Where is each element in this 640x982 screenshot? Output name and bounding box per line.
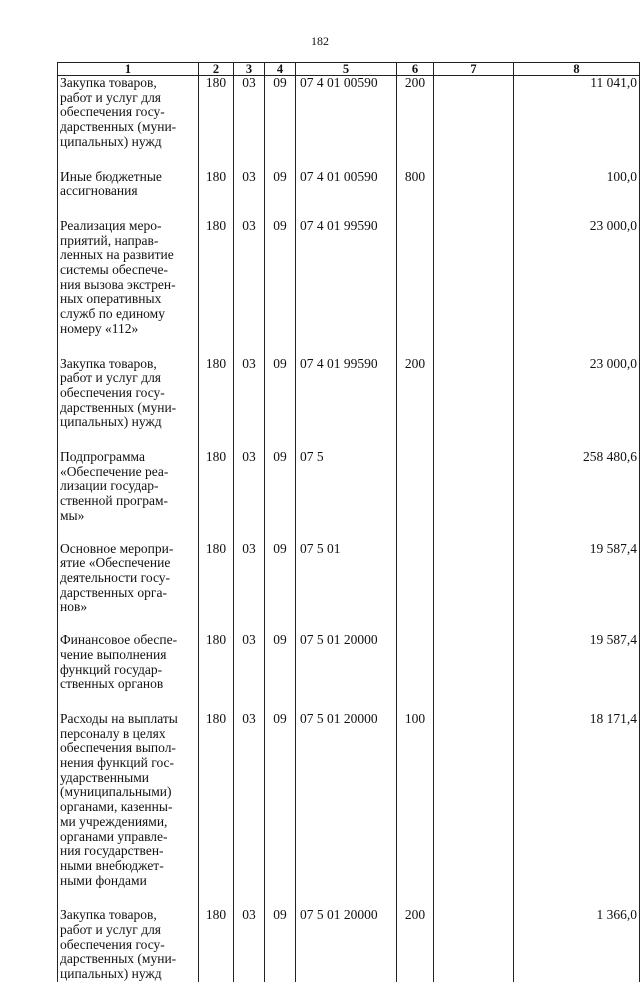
row-target-article: 07 4 01 00590 — [296, 76, 397, 170]
row-subsection-code: 09 — [265, 357, 296, 451]
item-name-line: Закупка товаров, — [60, 355, 157, 371]
row-column-7 — [434, 450, 514, 542]
item-name-line: работ и услуг для — [60, 370, 162, 386]
item-name-line: ударственными — [60, 769, 149, 785]
row-section-code: 03 — [234, 633, 265, 712]
item-name-line: дарственных (муни- — [60, 119, 177, 135]
row-admin-code: 180 — [199, 712, 234, 908]
row-expense-type: 800 — [397, 170, 434, 219]
row-admin-code: 180 — [199, 170, 234, 219]
page-number: 182 — [311, 34, 329, 48]
table-row — [58, 450, 640, 542]
item-name-line: обеспечения госу- — [60, 104, 165, 120]
item-name-line: Расходы на выплаты — [60, 710, 178, 726]
row-item-name — [58, 633, 199, 712]
item-name-line: ятие «Обеспечение — [60, 555, 171, 571]
item-name-line: ственной програм- — [60, 493, 169, 509]
row-section-code: 03 — [234, 542, 265, 634]
item-name-line: «Обеспечение реа- — [60, 463, 169, 479]
item-name-line: нения функций гос- — [60, 755, 175, 771]
row-section-code: 03 — [234, 170, 265, 219]
item-name-line: ных оперативных — [60, 291, 162, 307]
row-target-article: 07 4 01 99590 — [296, 357, 397, 451]
row-amount: 19 587,4 — [514, 633, 640, 712]
item-name-line: персоналу в целях — [60, 725, 166, 741]
table-row — [58, 357, 640, 451]
item-name-line: Закупка товаров, — [60, 907, 157, 923]
item-name-line: ми учреждениями, — [60, 813, 168, 829]
row-item-name — [58, 712, 199, 908]
row-column-7 — [434, 170, 514, 219]
row-admin-code: 180 — [199, 542, 234, 634]
row-item-name — [58, 542, 199, 634]
row-expense-type — [397, 633, 434, 712]
row-amount: 19 587,4 — [514, 542, 640, 634]
item-name-line: Подпрограмма — [60, 449, 145, 465]
row-amount: 23 000,0 — [514, 357, 640, 451]
row-expense-type: 100 — [397, 712, 434, 908]
row-subsection-code: 09 — [265, 76, 296, 170]
row-item-name — [58, 450, 199, 542]
row-item-name — [58, 76, 199, 170]
row-column-7 — [434, 542, 514, 634]
column-header-1: 1 — [58, 63, 199, 76]
row-amount: 1 366,0 — [514, 908, 640, 982]
item-name-line: ственных органов — [60, 676, 164, 692]
row-column-7 — [434, 633, 514, 712]
item-name-line: служб по единому — [60, 306, 165, 322]
item-name-line: Иные бюджетные — [60, 168, 162, 184]
row-target-article: 07 4 01 99590 — [296, 219, 397, 357]
row-admin-code: 180 — [199, 76, 234, 170]
item-name-line: ными фондами — [60, 872, 147, 888]
item-name-line: ния государствен- — [60, 843, 164, 859]
row-section-code: 03 — [234, 357, 265, 451]
item-name-line: органами, казенны- — [60, 799, 173, 815]
row-column-7 — [434, 908, 514, 982]
item-name-line: ассигнования — [60, 183, 138, 199]
row-expense-type: 200 — [397, 357, 434, 451]
row-section-code: 03 — [234, 450, 265, 542]
row-target-article: 07 5 — [296, 450, 397, 542]
item-name-line: деятельности госу- — [60, 569, 171, 585]
column-header-5: 5 — [296, 63, 397, 76]
item-name-line: Основное меропри- — [60, 540, 174, 556]
column-header-6: 6 — [397, 63, 434, 76]
column-header-3: 3 — [234, 63, 265, 76]
row-subsection-code: 09 — [265, 219, 296, 357]
row-item-name — [58, 219, 199, 357]
row-subsection-code: 09 — [265, 633, 296, 712]
item-name-line: ципальных) нужд — [60, 966, 162, 982]
row-expense-type — [397, 219, 434, 357]
row-item-name — [58, 908, 199, 982]
row-subsection-code: 09 — [265, 908, 296, 982]
item-name-line: ния вызова экстрен- — [60, 276, 176, 292]
row-section-code: 03 — [234, 908, 265, 982]
item-name-line: лизации государ- — [60, 478, 159, 494]
item-name-line: работ и услуг для — [60, 922, 162, 938]
item-name-line: (муниципальными) — [60, 784, 172, 800]
item-name-line: Финансовое обеспе- — [60, 632, 178, 648]
item-name-line: чение выполнения — [60, 646, 167, 662]
header-row — [58, 63, 640, 76]
item-name-line: дарственных орга- — [60, 584, 167, 600]
item-name-line: приятий, направ- — [60, 232, 159, 248]
budget-table — [57, 62, 640, 982]
row-column-7 — [434, 219, 514, 357]
row-amount: 11 041,0 — [514, 76, 640, 170]
item-name-line: функций государ- — [60, 661, 163, 677]
column-header-2: 2 — [199, 63, 234, 76]
row-amount: 100,0 — [514, 170, 640, 219]
table-body — [58, 76, 640, 982]
table-row — [58, 170, 640, 219]
row-admin-code: 180 — [199, 219, 234, 357]
column-header-4: 4 — [265, 63, 296, 76]
row-target-article: 07 5 01 — [296, 542, 397, 634]
column-header-7: 7 — [434, 63, 514, 76]
item-name-line: системы обеспече- — [60, 262, 169, 278]
row-amount: 258 480,6 — [514, 450, 640, 542]
row-amount: 18 171,4 — [514, 712, 640, 908]
row-admin-code: 180 — [199, 908, 234, 982]
table-row — [58, 542, 640, 634]
row-subsection-code: 09 — [265, 170, 296, 219]
row-expense-type: 200 — [397, 76, 434, 170]
row-target-article: 07 5 01 20000 — [296, 908, 397, 982]
row-admin-code: 180 — [199, 450, 234, 542]
row-section-code: 03 — [234, 712, 265, 908]
item-name-line: ными внебюджет- — [60, 857, 164, 873]
item-name-line: мы» — [60, 507, 85, 523]
row-subsection-code: 09 — [265, 542, 296, 634]
item-name-line: Реализация меро- — [60, 217, 162, 233]
row-expense-type — [397, 542, 434, 634]
row-target-article: 07 5 01 20000 — [296, 633, 397, 712]
row-column-7 — [434, 712, 514, 908]
item-name-line: обеспечения выпол- — [60, 740, 176, 756]
row-expense-type — [397, 450, 434, 542]
row-target-article: 07 4 01 00590 — [296, 170, 397, 219]
table-row — [58, 633, 640, 712]
item-name-line: дарственных (муни- — [60, 951, 177, 967]
row-section-code: 03 — [234, 219, 265, 357]
row-column-7 — [434, 76, 514, 170]
row-expense-type: 200 — [397, 908, 434, 982]
item-name-line: дарственных (муни- — [60, 399, 177, 415]
table-row — [58, 76, 640, 170]
item-name-line: нов» — [60, 599, 88, 615]
row-section-code: 03 — [234, 76, 265, 170]
row-amount: 23 000,0 — [514, 219, 640, 357]
item-name-line: обеспечения госу- — [60, 936, 165, 952]
row-subsection-code: 09 — [265, 450, 296, 542]
row-item-name — [58, 170, 199, 219]
column-header-8: 8 — [514, 63, 640, 76]
row-admin-code: 180 — [199, 357, 234, 451]
table-row — [58, 908, 640, 982]
item-name-line: ленных на развитие — [60, 247, 174, 263]
item-name-line: ципальных) нужд — [60, 414, 162, 430]
row-item-name — [58, 357, 199, 451]
item-name-line: органами управле- — [60, 828, 168, 844]
item-name-line: работ и услуг для — [60, 89, 162, 105]
table-row — [58, 219, 640, 357]
item-name-line: Закупка товаров, — [60, 75, 157, 90]
row-admin-code: 180 — [199, 633, 234, 712]
table-row — [58, 712, 640, 908]
row-column-7 — [434, 357, 514, 451]
row-target-article: 07 5 01 20000 — [296, 712, 397, 908]
row-subsection-code: 09 — [265, 712, 296, 908]
item-name-line: обеспечения госу- — [60, 384, 165, 400]
item-name-line: ципальных) нужд — [60, 133, 162, 149]
item-name-line: номеру «112» — [60, 320, 139, 336]
